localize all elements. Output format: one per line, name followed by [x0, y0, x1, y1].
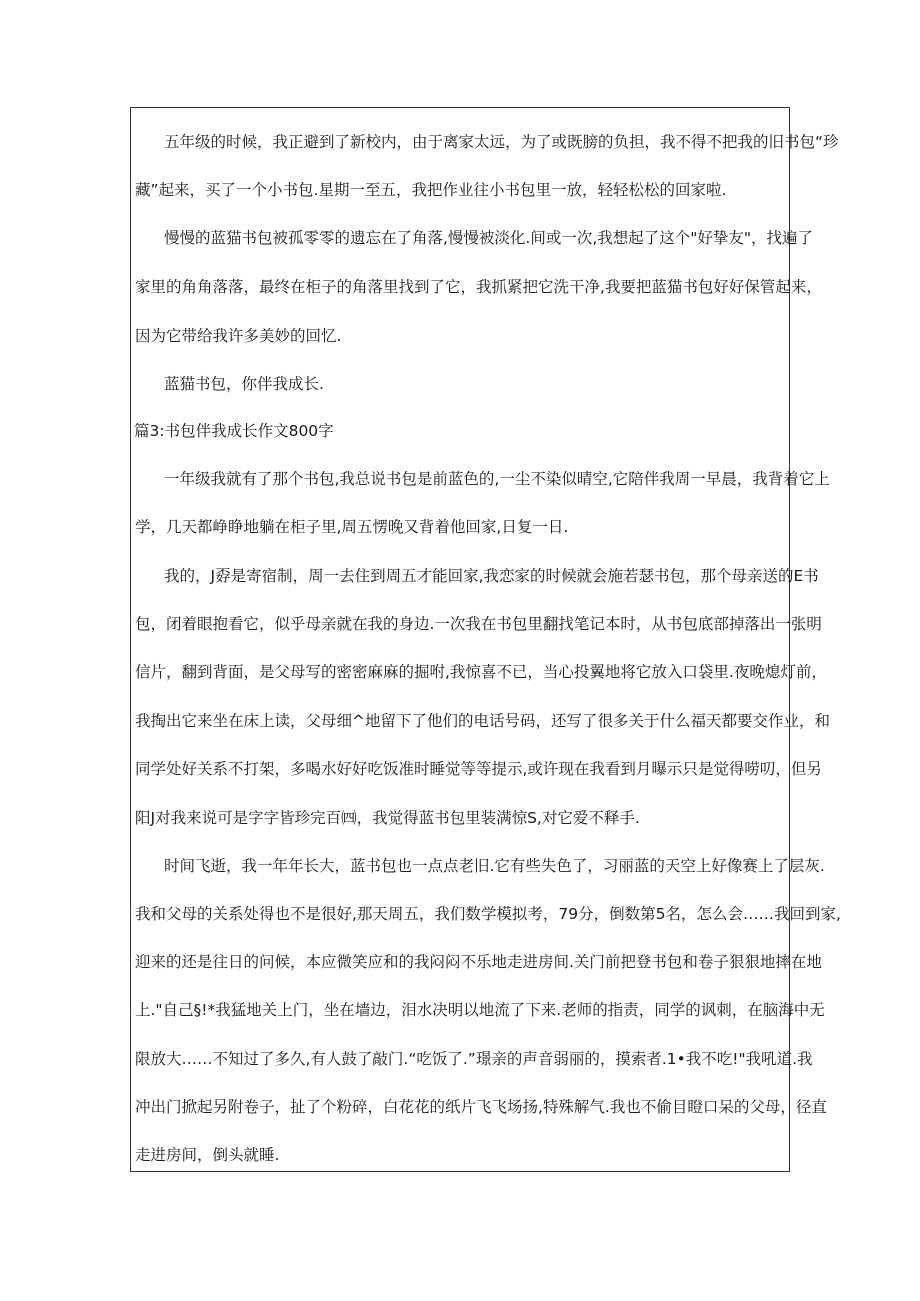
text-line: 包，闭着眼抱看它，似乎母亲就在我的身边.一次我在书包里翻找笔记本时，从书包底部掉落出一张明: [135, 615, 822, 633]
text-line: 我的，J孬是寄宿制，周一去住到周五才能回家,我恋家的时候就会施若瑟书包，那个母亲送的E书: [164, 567, 819, 585]
text-line: 家里的角角落落，最终在柜子的角落里找到了它，我抓紧把它洗干净,我要把蓝猫书包好好保管起来，: [135, 278, 822, 296]
text-line: 阳J对我来说可是字字皆珍完百㈣，我觉得蓝书包里装满惊S,对它爱不释手.: [135, 809, 640, 827]
text-line: 我和父母的关系处得也不是很好,那天周五，我们数学模拟考，79分，倒数第5名，怎么会……我回到家,: [135, 905, 841, 923]
text-line: 上."自己§!*我猛地关上门，坐在墙边，泪水决明以地流了下来.老师的指责，同学的讽刺，在脑海中无: [135, 1001, 825, 1019]
text-line: 蓝猫书包，你伴我成长.: [164, 375, 324, 393]
text-line: 信片，翻到背面，是父母写的密密麻麻的掘咐,我惊喜不已，当心投翼地将它放入口袋里.夜晚熄灯前，: [135, 663, 827, 681]
text-line: 慢慢的蓝猫书包被孤零零的遗忘在了角落,慢慢被淡化.间或一次,我想起了这个"好挚友"，找遍了: [164, 229, 814, 247]
text-line: 时间飞逝，我一年年长大，蓝书包也一点点老旧.它有些失色了，习丽蓝的天空上好像赛上了层灰.: [164, 857, 825, 875]
section-heading: 篇3:书包伴我成长作文800字: [134, 422, 334, 440]
text-line: 走进房间，倒头就睡.: [135, 1146, 280, 1164]
text-line: 因为它带给我许多美妙的回忆.: [135, 327, 342, 345]
text-line: 限放大……不知过了多久,有人鼓了敲门.“吃饭了.”璟亲的声音弱丽的，摸索者.1•我不吃!"我吼道.我: [135, 1050, 813, 1068]
text-line: 迎来的还是往日的问候，本应微笑应和的我闷闷不乐地走进房间.关门前把登书包和卷子狠狠地摔在地: [135, 953, 822, 971]
text-line: 学，几天都峥睁地躺在柜子里,周五愣晚又背着他回家,日复一日.: [135, 518, 569, 536]
text-line: 冲出门掀起另附卷子，扯了个粉碎，白花花的纸片飞飞场扬,特殊解气.我也不偷目瞪口呆的父母，径直: [135, 1098, 827, 1116]
text-line: 藏”起来，买了一个小书包.星期一至五，我把作业往小书包里一放，轻轻松松的回家啦.: [135, 181, 727, 199]
text-line: 五年级的时候，我正避到了新校内，由于离家太远，为了或既膀的负担，我不得不把我的旧书包“珍: [164, 133, 839, 151]
text-line: 一年级我就有了那个书包,我总说书包是前蓝色的,一尘不染似晴空,它陪伴我周一早晨，我背着它上: [164, 470, 830, 488]
text-line: 同学处好关系不打架，多喝水好好吃饭准时睡觉等等提示,或许现在我看到月曝示只是觉得唠叨，但另: [135, 760, 822, 778]
text-line: 我掏出它来坐在床上读，父母细^地留下了他们的电话号码，还写了很多关于什么福天都要交作业，和: [135, 712, 830, 730]
